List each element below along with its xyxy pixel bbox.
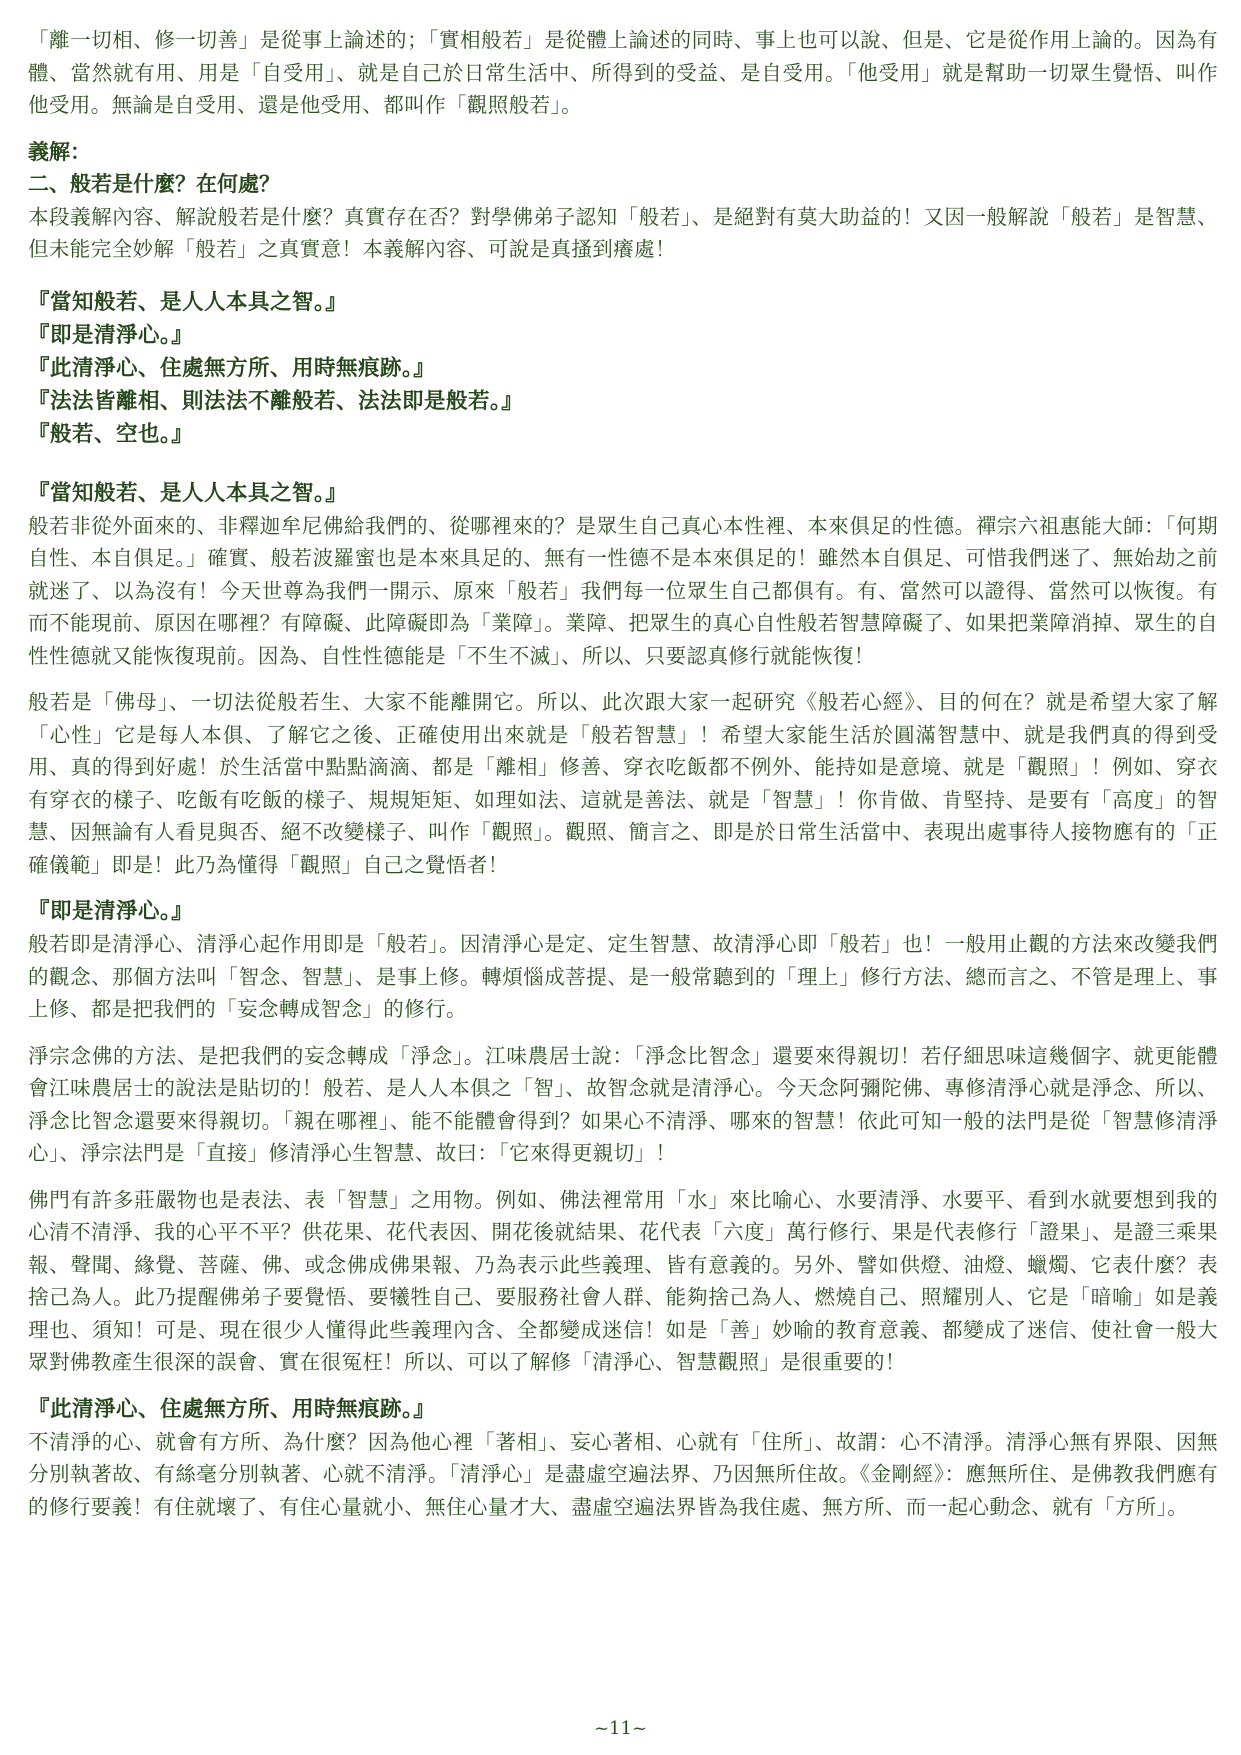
subsection-2-paragraph-3: 佛門有許多莊嚴物也是表法、表「智慧」之用物。例如、佛法裡常用「水」來比喻心、水要清淨、水要平、看到水就要想到我的心清不清淨、我的心平不平？供花果、花代表因、開花後就結果、花代表「六度」萬行修行、果是代表修行「證果」、是證三乘果報、聲聞、緣覺、菩薩、佛、或念佛成佛果報、乃為表示此些義理、皆有意義的。另外、譬如供燈、油燈、蠟燭、它表什麼？表捨己為人。此乃提醒佛弟子要覺悟、要犧牲自己、要服務社會人群、能夠捨己為人、燃燒自己、照耀別人、它是「暗喻」如是義理也、須知！可是、現在很少人懂得此些義理內含、全都變成迷信！如是「善」妙喻的教育意義、都變成了迷信、使社會一般大眾對佛教產生很深的誤會、實在很冤枉！所以、可以了解修「清淨心、智慧觀照」是很重要的！ bbox=[28, 1187, 1218, 1374]
key-quotes bbox=[28, 286, 1218, 451]
section-intro-paragraph: 本段義解內容、解說般若是什麼？真實存在否？對學佛弟子認知「般若」、是絕對有莫大助益的！又因一般解說「般若」是智慧、但未能完全妙解「般若」之真實意！本義解內容、可說是真搔到癢處！ bbox=[28, 204, 1218, 261]
intro-paragraph: 「離一切相、修一切善」是從事上論述的；「實相般若」是從體上論述的同時、事上也可以說、但是、它是從作用上論的。因為有體、當然就有用、用是「自受用」、就是自己於日常生活中、所得到的受益、是自受用。「他受用」就是幫助一切眾生覺悟、叫作他受用。無論是自受用、還是他受用、都叫作「觀照般若」。 bbox=[28, 28, 1218, 117]
subsection-2-paragraph-2: 淨宗念佛的方法、是把我們的妄念轉成「淨念」。江味農居士說：「淨念比智念」還要來得親切！若仔細思味這幾個字、就更能體會江味農居士的說法是貼切的！般若、是人人本俱之「智」、故智念就是清淨心。今天念阿彌陀佛、專修清淨心就是淨念、所以、淨念比智念還要來得親切。「親在哪裡」、能不能體會得到？如果心不清淨、哪來的智慧！依此可知一般的法門是從「智慧修清淨心」、淨宗法門是「直接」修清淨心生智慧、故曰：「它來得更親切」！ bbox=[28, 1043, 1218, 1165]
document-page bbox=[28, 24, 1218, 1537]
subsection-title-3: 『此清淨心、住處無方所、用時無痕跡。』 bbox=[28, 1396, 436, 1422]
subsection-1-paragraph-1: 般若非從外面來的、非釋迦牟尼佛給我們的、從哪裡來的？是眾生自己真心本性裡、本來俱足的性德。禪宗六祖惠能大師：「何期自性、本自俱足。」確實、般若波羅蜜也是本來具足的、無有一性德不是本來俱足的！雖然本自俱足、可惜我們迷了、無始劫之前就迷了、以為沒有！今天世尊為我們一開示、原來「般若」我們每一位眾生自己都俱有。有、當然可以證得、當然可以恢復。有而不能現前、原因在哪裡？有障礙、此障礙即為「業障」。業障、把眾生的真心自性般若智慧障礙了、如果把業障消掉、眾生的自性性德就又能恢復現前。因為、自性性德能是「不生不滅」、所以、只要認真修行就能恢復！ bbox=[28, 513, 1218, 668]
subsection-3-paragraph-1: 不清淨的心、就會有方所、為什麼？因為他心裡「著相」、妄心著相、心就有「住所」、故謂：心不清淨。清淨心無有界限、因無分別執著故、有絲毫分別執著、心就不清淨。「清淨心」是盡虛空遍法界、乃因無所住故。《金剛經》：應無所住、是佛教我們應有的修行要義！有住就壞了、有住心量就小、無住心量才大、盡虛空遍法界皆為我住處、無方所、而一起心動念、就有「方所」。 bbox=[28, 1429, 1218, 1519]
quote-line: 『此清淨心、住處無方所、用時無痕跡。』 bbox=[28, 355, 436, 381]
subsection-title-1: 『當知般若、是人人本具之智。』 bbox=[28, 480, 348, 506]
subsection-2-paragraph-1: 般若即是清淨心、清淨心起作用即是「般若」。因清淨心是定、定生智慧、故清淨心即「般若」也！一般用止觀的方法來改變我們的觀念、那個方法叫「智念、智慧」、是事上修。轉煩惱成菩提、是一般常聽到的「理上」修行方法、總而言之、不管是理上、事上修、都是把我們的「妄念轉成智念」的修行。 bbox=[28, 932, 1218, 1021]
quote-line: 『當知般若、是人人本具之智。』 bbox=[28, 289, 348, 315]
quote-line: 『即是清淨心。』 bbox=[28, 322, 194, 348]
subsection-1-paragraph-2: 般若是「佛母」、一切法從般若生、大家不能離開它。所以、此次跟大家一起研究《般若心經》、目的何在？就是希望大家了解「心性」它是每人本俱、了解它之後、正確使用出來就是「般若智慧」！希望大家能生活於圓滿智慧中、就是我們真的得到受用、真的得到好處！於生活當中點點滴滴、都是「離相」修善、穿衣吃飯都不例外、能持如是意境、就是「觀照」！例如、穿衣有穿衣的樣子、吃飯有吃飯的樣子、規規矩矩、如理如法、這就是善法、就是「智慧」！你肯做、肯堅持、是要有「高度」的智慧、因無論有人看見與否、絕不改變樣子、叫作「觀照」。觀照、簡言之、即是於日常生活當中、表現出處事待人接物應有的「正確儀範」即是！此乃為懂得「觀照」自己之覺悟者！ bbox=[28, 690, 1218, 877]
quote-line: 『般若、空也。』 bbox=[28, 421, 194, 447]
subsection-title-2: 『即是清淨心。』 bbox=[28, 899, 194, 924]
quote-line: 『法法皆離相、則法法不離般若、法法即是般若。』 bbox=[28, 388, 524, 414]
section-title: 二、般若是什麼？在何處？ bbox=[28, 171, 280, 196]
yijie-label: 義解： bbox=[28, 138, 91, 164]
page-number: ~11~ bbox=[593, 1718, 648, 1739]
